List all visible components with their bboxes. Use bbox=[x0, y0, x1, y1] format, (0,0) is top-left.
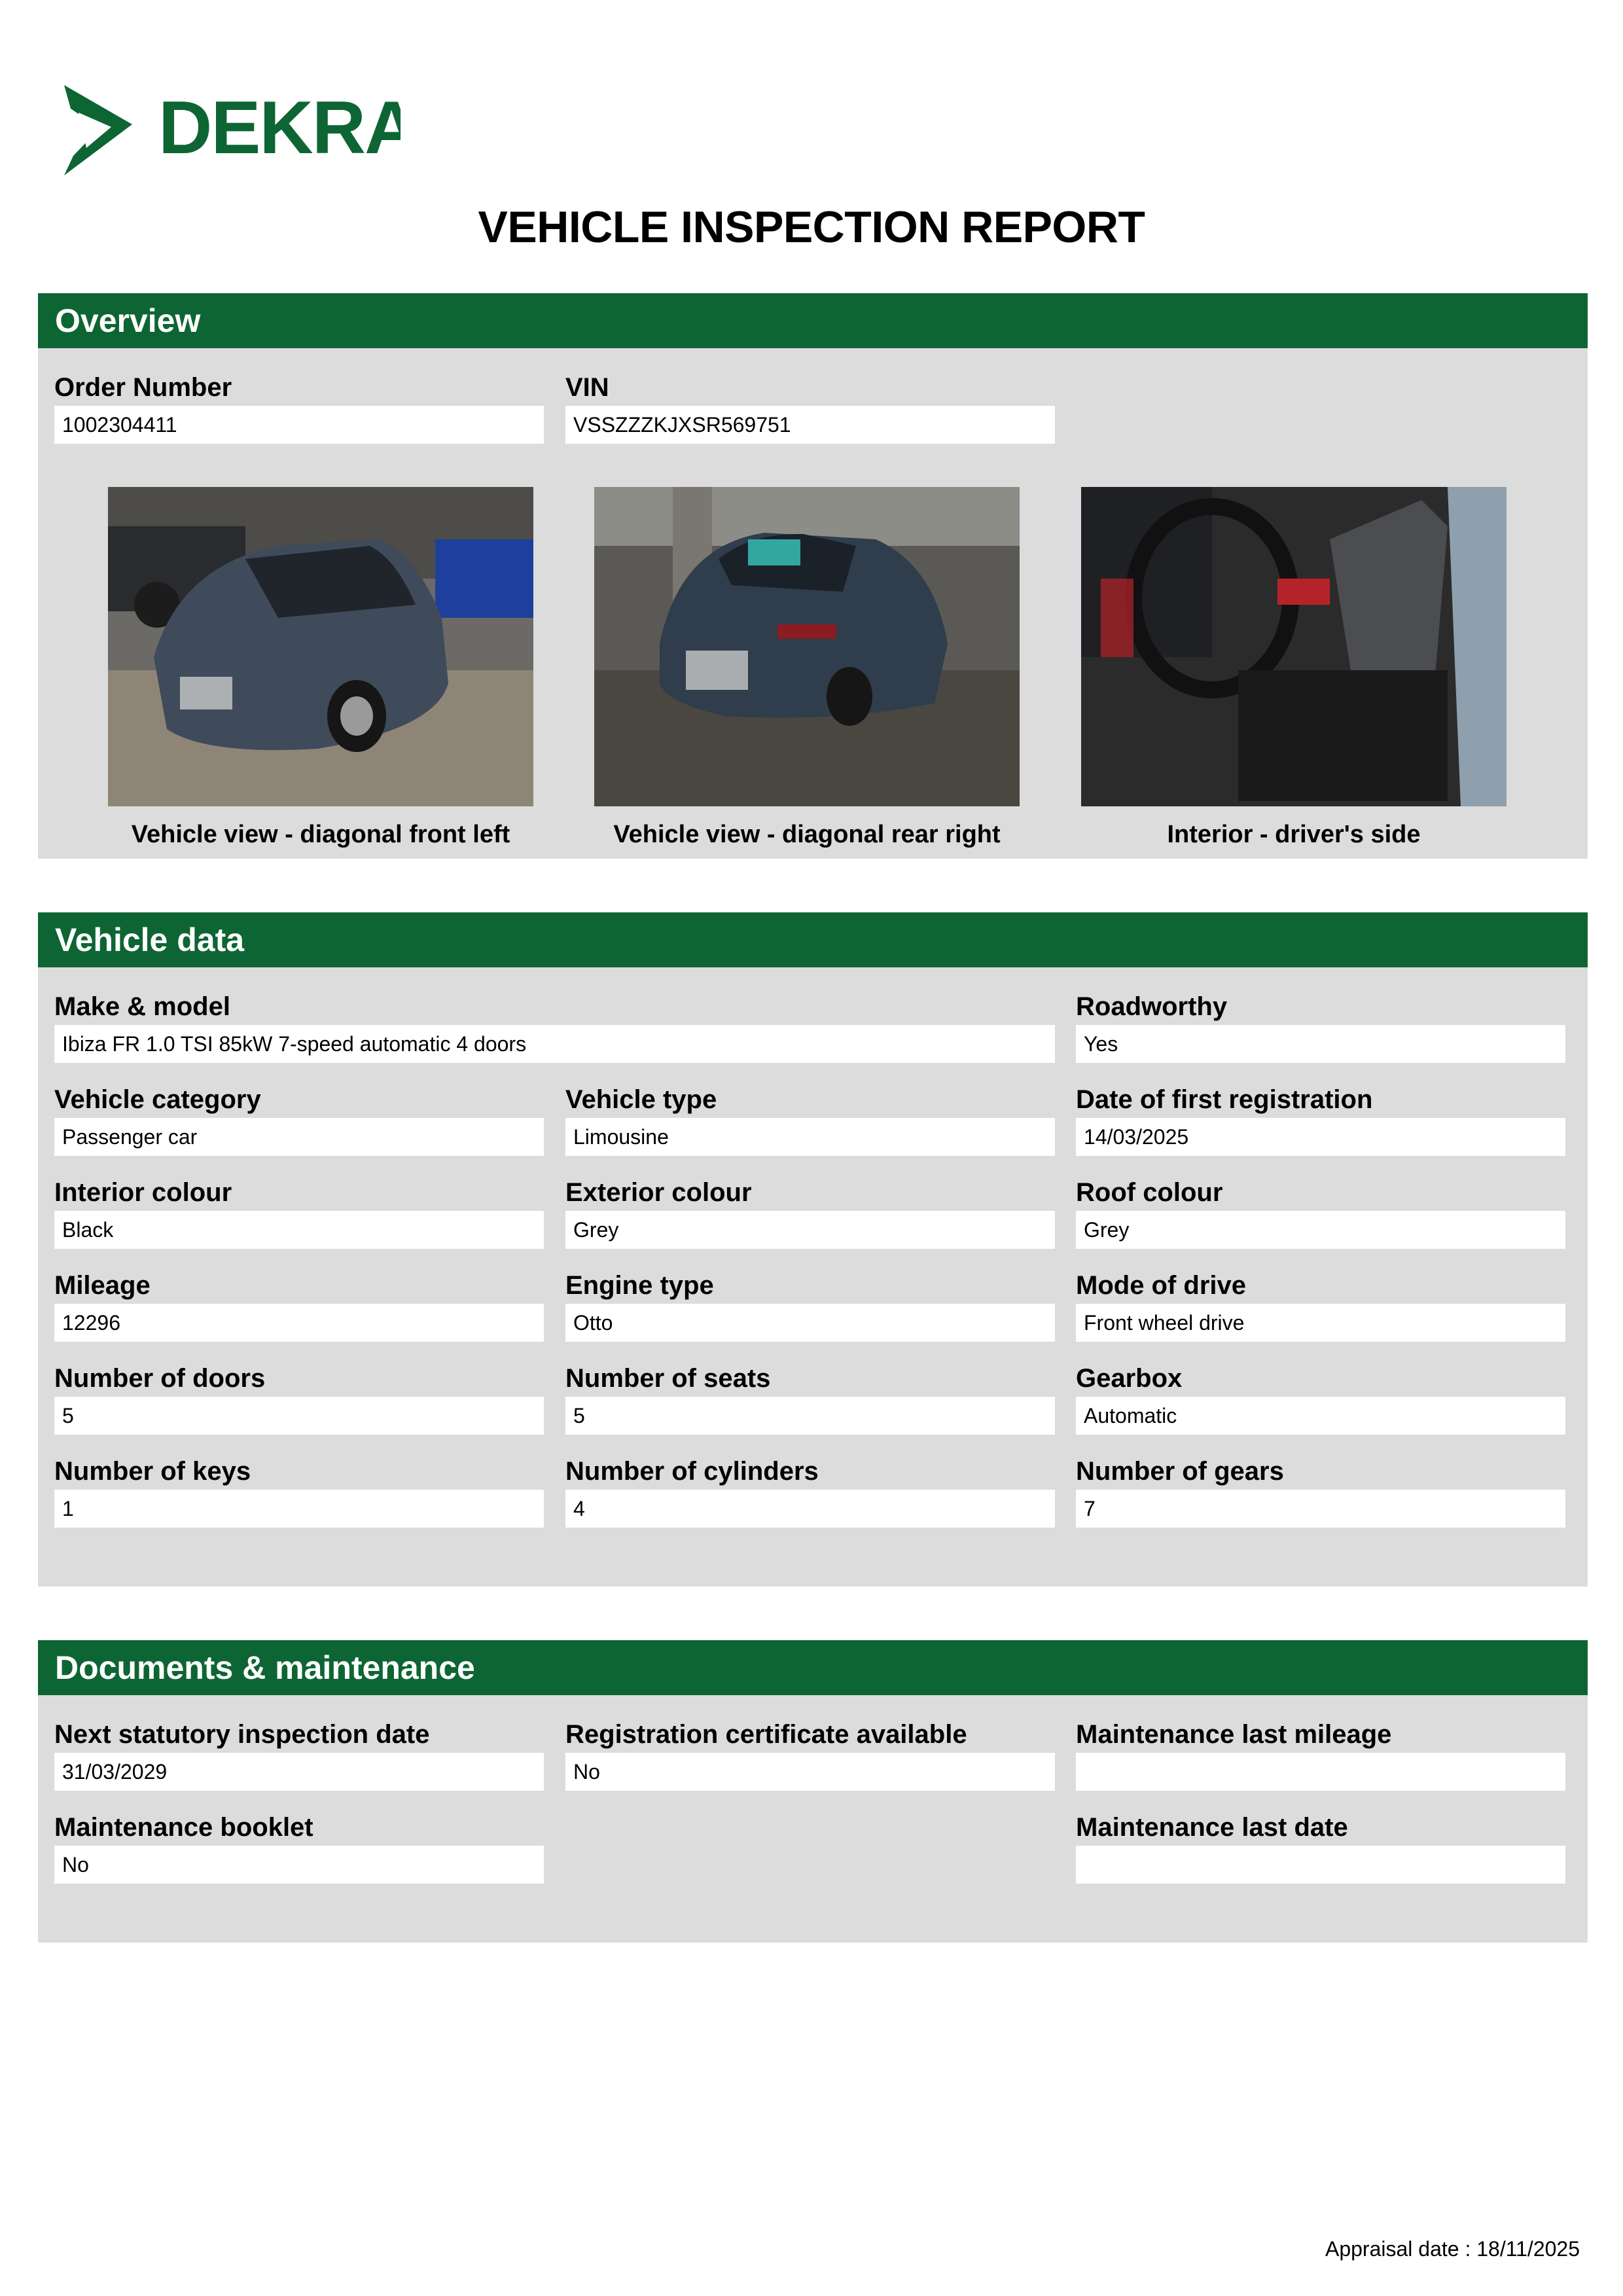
vehicle-data-header: Vehicle data bbox=[38, 912, 1588, 967]
appraisal-date: Appraisal date : 18/11/2025 bbox=[1325, 2237, 1580, 2261]
vehicle-type-label: Vehicle type bbox=[565, 1085, 717, 1114]
number-of-keys-value: 1 bbox=[54, 1490, 544, 1528]
number-of-seats-field bbox=[565, 1361, 1055, 1435]
registration-certificate-field bbox=[565, 1717, 1055, 1791]
interior-colour-field bbox=[54, 1175, 544, 1249]
maintenance-booklet-value: No bbox=[54, 1846, 544, 1884]
number-of-doors-label: Number of doors bbox=[54, 1364, 266, 1393]
report-title: VEHICLE INSPECTION REPORT bbox=[478, 202, 1145, 252]
order-number-label: Order Number bbox=[54, 373, 232, 402]
gearbox-field bbox=[1076, 1361, 1565, 1435]
caption-interior: Interior - driver's side bbox=[1167, 821, 1421, 848]
maintenance-booklet-field bbox=[54, 1810, 544, 1884]
vehicle-type-field bbox=[565, 1083, 1055, 1156]
gearbox-label: Gearbox bbox=[1076, 1364, 1183, 1393]
roof-colour-label: Roof colour bbox=[1076, 1178, 1223, 1207]
maintenance-booklet-label: Maintenance booklet bbox=[54, 1813, 313, 1842]
maintenance-last-date-value bbox=[1076, 1846, 1565, 1884]
mileage-value: 12296 bbox=[54, 1304, 544, 1342]
make-model-value: Ibiza FR 1.0 TSI 85kW 7-speed automatic 4 doors bbox=[54, 1025, 1055, 1063]
vehicle-data-section bbox=[38, 912, 1588, 1587]
mileage-field bbox=[54, 1268, 544, 1342]
engine-type-value: Otto bbox=[565, 1304, 1055, 1342]
engine-type-label: Engine type bbox=[565, 1271, 714, 1300]
number-of-doors-value: 5 bbox=[54, 1397, 544, 1435]
make-model-label: Make & model bbox=[54, 992, 230, 1021]
number-of-keys-label: Number of keys bbox=[54, 1457, 251, 1486]
car-rear-photo-icon bbox=[594, 487, 1020, 806]
registration-certificate-value: No bbox=[565, 1753, 1055, 1791]
vehicle-type-value: Limousine bbox=[565, 1118, 1055, 1156]
maintenance-last-mileage-value bbox=[1076, 1753, 1565, 1791]
mode-of-drive-label: Mode of drive bbox=[1076, 1271, 1247, 1300]
roadworthy-value: Yes bbox=[1076, 1025, 1565, 1063]
vehicle-category-label: Vehicle category bbox=[54, 1085, 261, 1114]
vin-value: VSSZZZKJXSR569751 bbox=[565, 406, 1055, 444]
interior-colour-value: Black bbox=[54, 1211, 544, 1249]
maintenance-last-mileage-label: Maintenance last mileage bbox=[1076, 1720, 1392, 1749]
engine-type-field bbox=[565, 1268, 1055, 1342]
vin-field bbox=[565, 370, 1055, 444]
maintenance-last-date-field bbox=[1076, 1810, 1565, 1884]
maintenance-last-mileage-field bbox=[1076, 1717, 1565, 1791]
number-of-gears-field bbox=[1076, 1454, 1565, 1528]
vehicle-category-field bbox=[54, 1083, 544, 1156]
caption-front-left: Vehicle view - diagonal front left bbox=[131, 821, 510, 848]
number-of-doors-field bbox=[54, 1361, 544, 1435]
exterior-colour-field bbox=[565, 1175, 1055, 1249]
order-number-value: 1002304411 bbox=[54, 406, 544, 444]
order-number-field bbox=[54, 370, 544, 444]
roof-colour-value: Grey bbox=[1076, 1211, 1565, 1249]
number-of-cylinders-label: Number of cylinders bbox=[565, 1457, 819, 1486]
first-registration-label: Date of first registration bbox=[1076, 1085, 1373, 1114]
exterior-colour-value: Grey bbox=[565, 1211, 1055, 1249]
photo-diagonal-rear-right bbox=[594, 487, 1020, 806]
number-of-cylinders-field bbox=[565, 1454, 1055, 1528]
caption-rear-right: Vehicle view - diagonal rear right bbox=[613, 821, 1001, 848]
next-inspection-value: 31/03/2029 bbox=[54, 1753, 544, 1791]
mileage-label: Mileage bbox=[54, 1271, 151, 1300]
gearbox-value: Automatic bbox=[1076, 1397, 1565, 1435]
roof-colour-field bbox=[1076, 1175, 1565, 1249]
photo-diagonal-front-left bbox=[108, 487, 533, 806]
number-of-gears-value: 7 bbox=[1076, 1490, 1565, 1528]
first-registration-field bbox=[1076, 1083, 1565, 1156]
registration-certificate-label: Registration certificate available bbox=[565, 1720, 967, 1749]
interior-colour-label: Interior colour bbox=[54, 1178, 232, 1207]
first-registration-value: 14/03/2025 bbox=[1076, 1118, 1565, 1156]
maintenance-last-date-label: Maintenance last date bbox=[1076, 1813, 1348, 1842]
vehicle-category-value: Passenger car bbox=[54, 1118, 544, 1156]
number-of-seats-label: Number of seats bbox=[565, 1364, 771, 1393]
brand-name: DEKRA bbox=[158, 86, 401, 170]
number-of-keys-field bbox=[54, 1454, 544, 1528]
make-model-field bbox=[54, 990, 1055, 1063]
documents-header: Documents & maintenance bbox=[38, 1640, 1588, 1695]
roadworthy-field bbox=[1076, 990, 1565, 1063]
photo-interior-drivers-side bbox=[1081, 487, 1507, 806]
documents-section bbox=[38, 1640, 1588, 1943]
overview-header: Overview bbox=[38, 293, 1588, 348]
roadworthy-label: Roadworthy bbox=[1076, 992, 1228, 1021]
vin-label: VIN bbox=[565, 373, 609, 402]
next-inspection-field bbox=[54, 1717, 544, 1791]
interior-photo-icon bbox=[1081, 487, 1507, 806]
next-inspection-label: Next statutory inspection date bbox=[54, 1720, 430, 1749]
number-of-seats-value: 5 bbox=[565, 1397, 1055, 1435]
mode-of-drive-field bbox=[1076, 1268, 1565, 1342]
exterior-colour-label: Exterior colour bbox=[565, 1178, 752, 1207]
number-of-gears-label: Number of gears bbox=[1076, 1457, 1284, 1486]
number-of-cylinders-value: 4 bbox=[565, 1490, 1055, 1528]
car-front-photo-icon bbox=[108, 487, 533, 806]
dekra-logo bbox=[60, 84, 401, 175]
mode-of-drive-value: Front wheel drive bbox=[1076, 1304, 1565, 1342]
